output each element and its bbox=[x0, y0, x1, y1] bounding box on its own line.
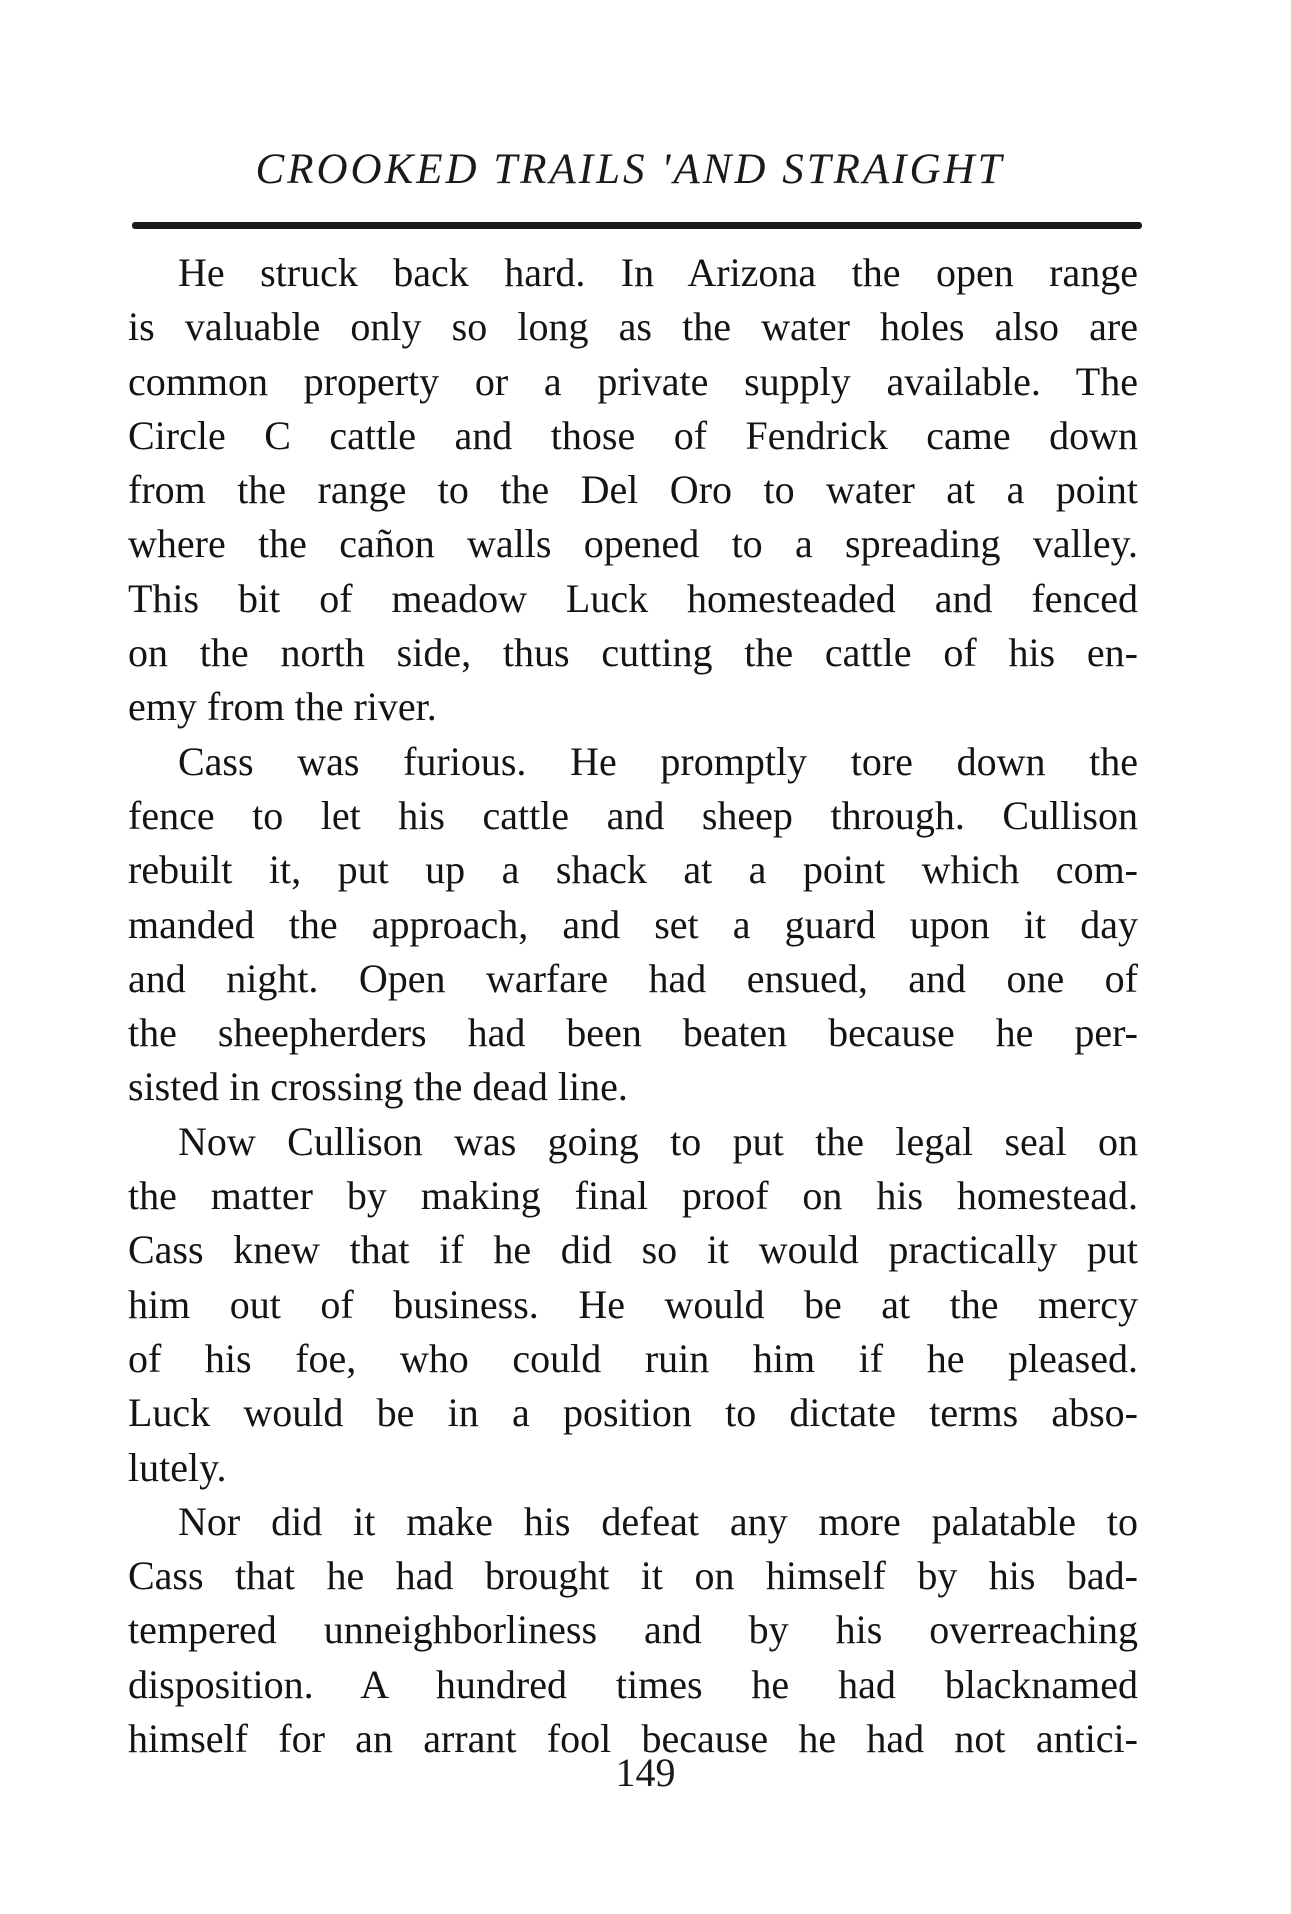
text-line: the sheepherders had been beaten because he per- bbox=[128, 1010, 1138, 1056]
text-line: and night. Open warfare had ensued, and one of bbox=[128, 955, 1138, 1001]
text-line: of his foe, who could ruin him if he pleased. bbox=[128, 1335, 1138, 1381]
text-line: manded the approach, and set a guard upon it day bbox=[128, 901, 1138, 947]
text-line: Now Cullison was going to put the legal seal on bbox=[178, 1118, 1138, 1164]
text-line: himself for an arrant fool because he had not antici- bbox=[128, 1716, 1138, 1762]
text-line: Cass knew that if he did so it would practically put bbox=[128, 1227, 1138, 1273]
text-line: sisted in crossing the dead line. bbox=[128, 1064, 628, 1110]
running-head: CROOKED TRAILS 'AND STRAIGHT bbox=[255, 146, 1005, 193]
text-line: the matter by making final proof on his homestead. bbox=[128, 1173, 1138, 1219]
text-line: fence to let his cattle and sheep through. Cullison bbox=[128, 792, 1138, 838]
header-rule bbox=[132, 222, 1142, 229]
text-line: Circle C cattle and those of Fendrick came down bbox=[128, 412, 1138, 458]
text-line: where the cañon walls opened to a spreading valley. bbox=[128, 521, 1138, 567]
text-line: He struck back hard. In Arizona the open range bbox=[178, 250, 1138, 295]
text-line: tempered unneighborliness and by his overreaching bbox=[128, 1607, 1138, 1653]
text-line: Cass that he had brought it on himself by his bad- bbox=[128, 1553, 1138, 1599]
text-line: Luck would be in a position to dictate terms abso- bbox=[128, 1390, 1138, 1436]
text-line: lutely. bbox=[128, 1444, 227, 1490]
text-line: Nor did it make his defeat any more palatable to bbox=[178, 1498, 1138, 1544]
text-line: from the range to the Del Oro to water at a point bbox=[128, 467, 1138, 513]
page-number: 149 bbox=[615, 1750, 676, 1795]
text-line: rebuilt it, put up a shack at a point which com- bbox=[128, 847, 1138, 893]
body-text bbox=[128, 246, 1138, 1766]
text-line: This bit of meadow Luck homesteaded and fenced bbox=[128, 575, 1138, 621]
text-line: Cass was furious. He promptly tore down the bbox=[178, 738, 1138, 784]
text-line: is valuable only so long as the water holes also are bbox=[128, 304, 1138, 350]
text-line: emy from the river. bbox=[128, 684, 437, 730]
text-line: disposition. A hundred times he had blacknamed bbox=[128, 1661, 1138, 1707]
text-line: common property or a private supply available. The bbox=[128, 358, 1138, 404]
text-line: him out of business. He would be at the mercy bbox=[128, 1281, 1138, 1327]
text-line: on the north side, thus cutting the cattle of his en- bbox=[128, 630, 1138, 676]
